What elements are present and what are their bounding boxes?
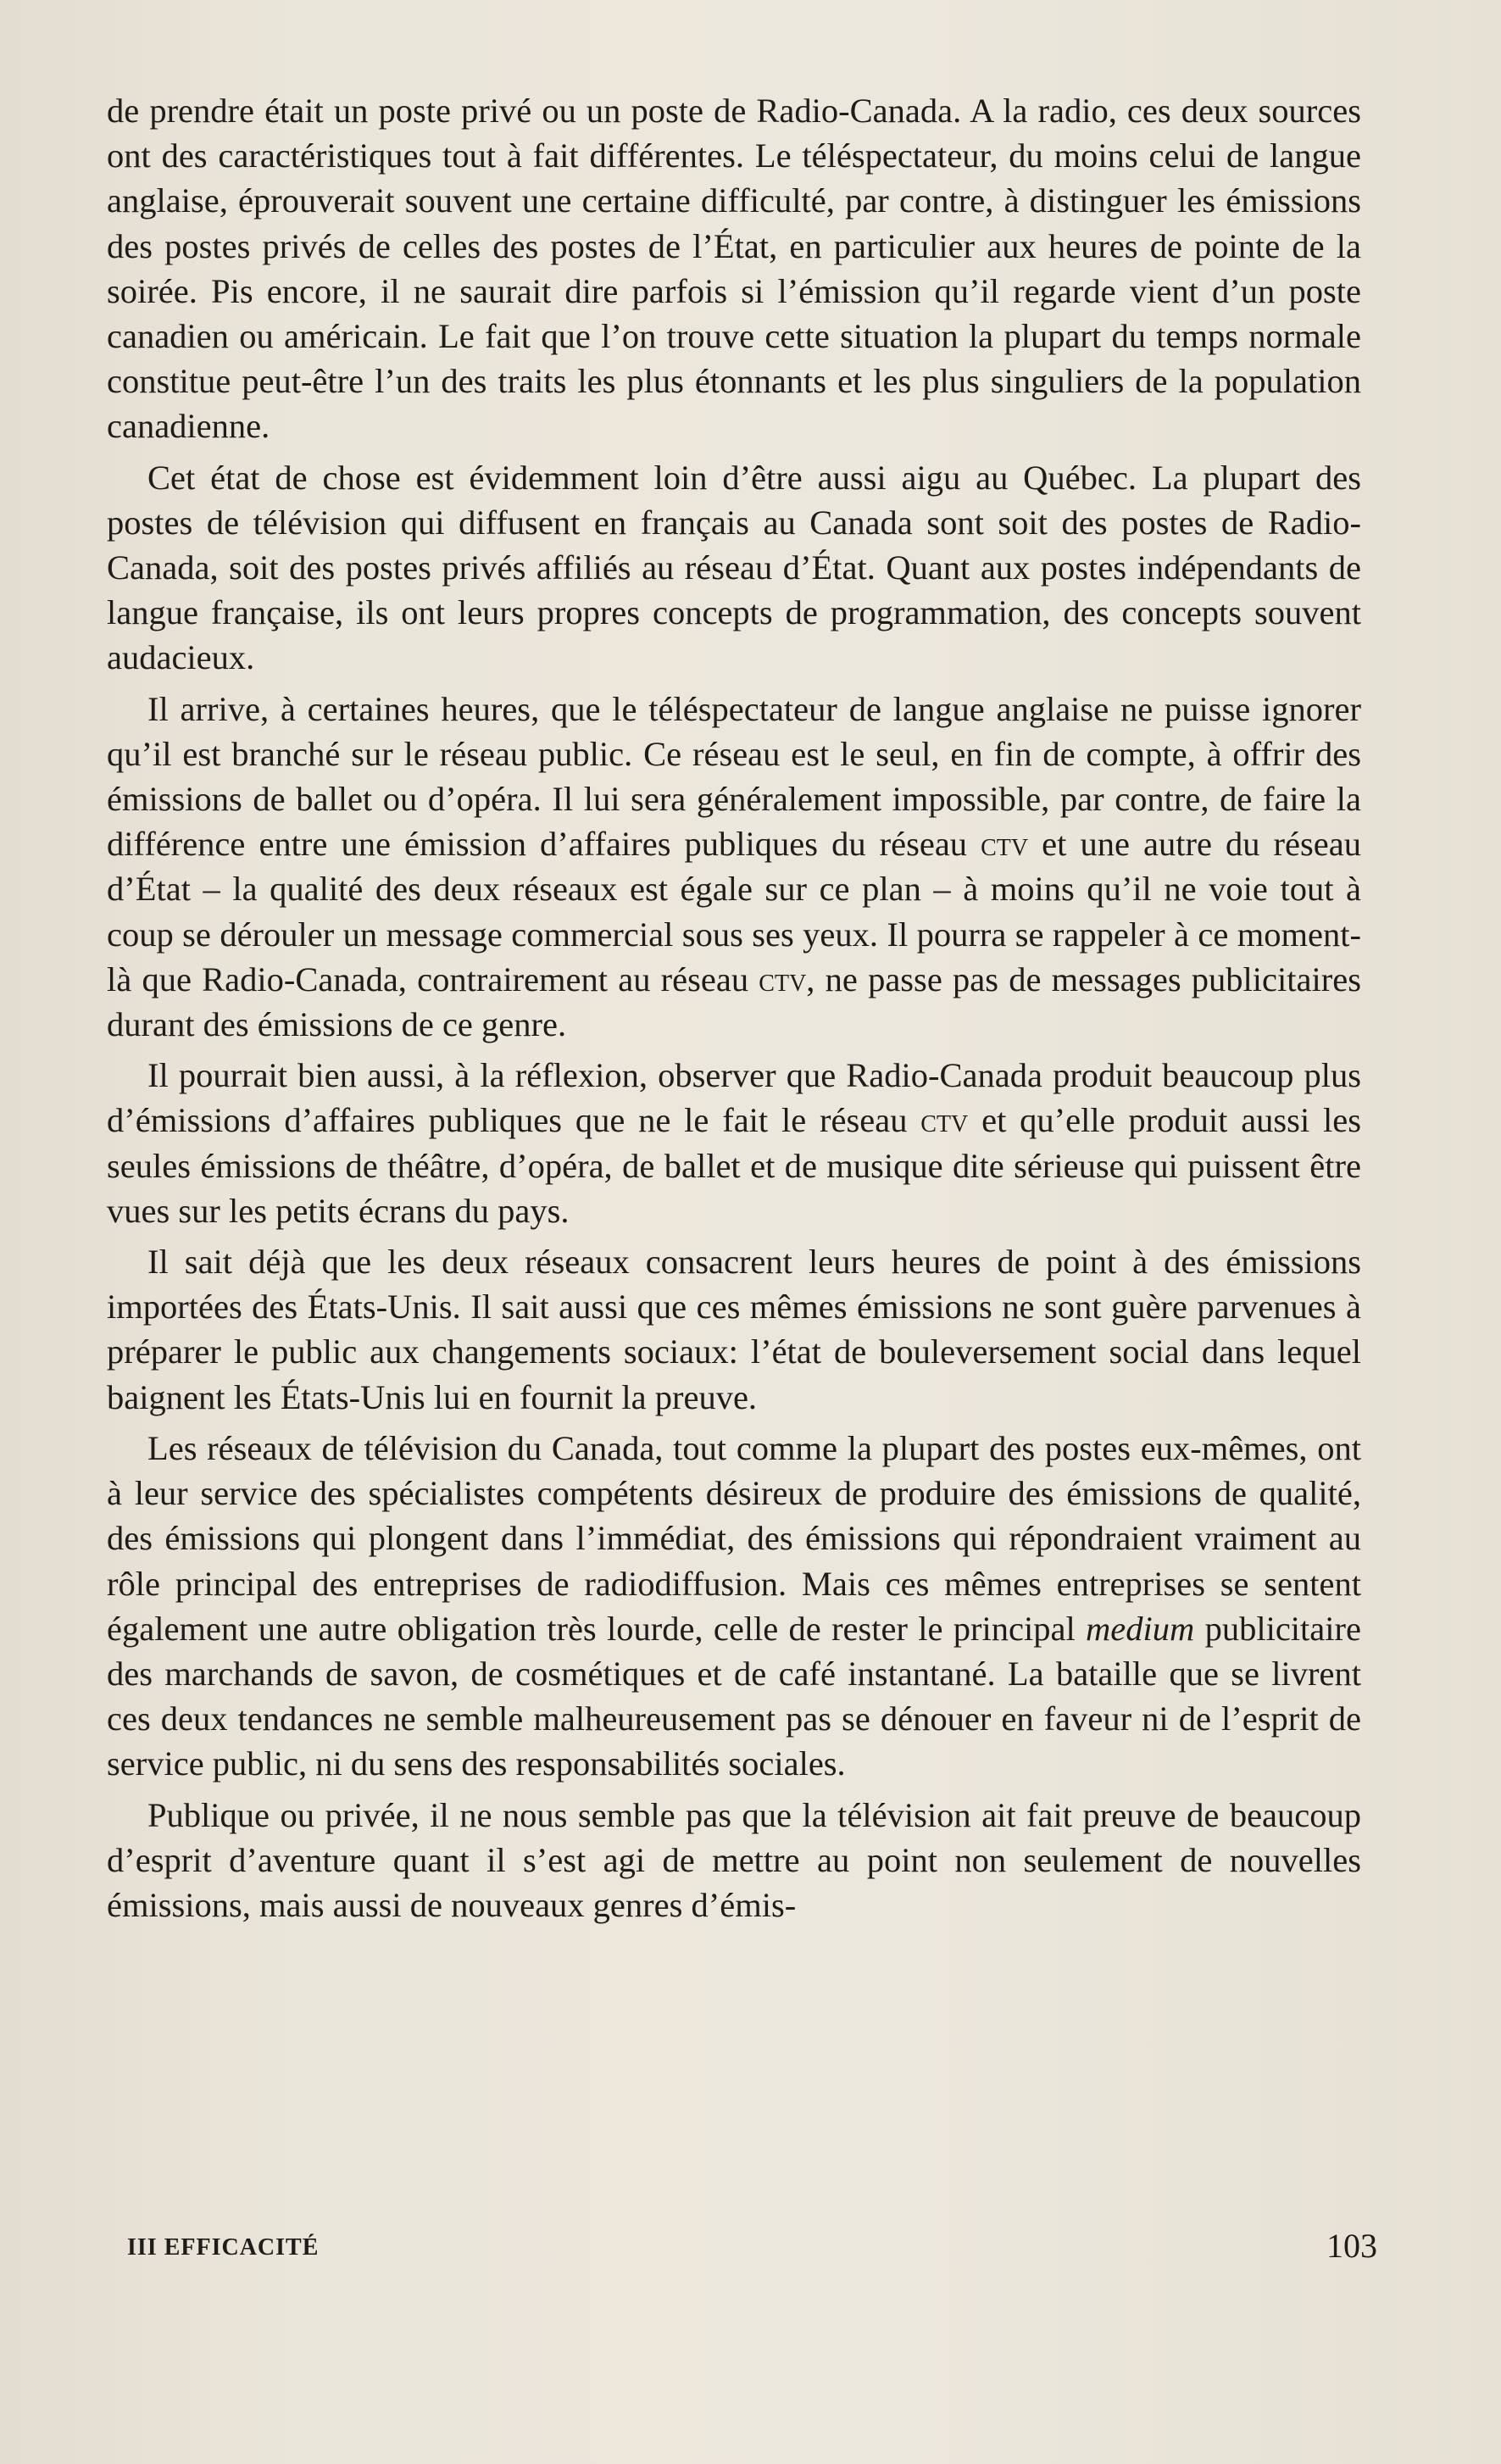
paragraph-6-text-b: publicitaire des marchands de savon, de cosmétiques et de café instantané. La bataille que se livrent ces deux tendances ne semble malheureusement pas se dénouer en faveur ni de l’esprit de service public, ni du sens des responsabilités sociales. bbox=[107, 1609, 1361, 1783]
page-number: 103 bbox=[1326, 2227, 1377, 2265]
running-footer-section: III EFFICACITÉ bbox=[127, 2234, 320, 2261]
paragraph-7: Publique ou privée, il ne nous semble pas que la télévision ait fait preuve de beaucoup d’esprit d’aventure quant il s’est agi de mettre au point non seulement de nouvelles émissions, mais aussi de nouveaux genres d’émis- bbox=[107, 1795, 1361, 1924]
ctv-abbreviation: ctv bbox=[759, 959, 807, 998]
paragraph-4 bbox=[107, 1053, 1361, 1233]
paragraph-6-text-a: Les réseaux de télévision du Canada, tout comme la plupart des postes eux-mêmes, ont à leur service des spécialistes compétents désireux de produire des émissions de qualité, des émissions qui plongent dans l’immédiat, des émissions qui répondraient vraiment au rôle principal des entreprises de radiodiffusion. Mais ces mêmes entreprises se sentent également une autre obligation très lourde, celle de rester le principal bbox=[107, 1428, 1361, 1648]
paragraph-3-text-b: et une autre du réseau d’État – la qualité des deux réseaux est égale sur ce plan – à moins qu’il ne voie tout à coup se dérouler un message commercial sous ses yeux. Il pourra se rappeler à ce moment-là que Radio-Canada, contrairement au réseau bbox=[107, 825, 1361, 998]
ctv-abbreviation: ctv bbox=[981, 825, 1029, 864]
paragraph-3-text-c: , ne passe pas de messages publicitaires durant des émissions de ce genre. bbox=[107, 959, 1361, 1044]
ctv-abbreviation: ctv bbox=[920, 1101, 969, 1140]
paragraph-5: Il sait déjà que les deux réseaux consacrent leurs heures de point à des émissions importées des États-Unis. Il sait aussi que ces mêmes émissions ne sont guère parvenues à préparer le public aux changements sociaux: l’état de bouleversement social dans lequel baignent les États-Unis lui en fournit la preuve. bbox=[107, 1243, 1361, 1416]
paragraph-4-text-a: Il pourrait bien aussi, à la réflexion, observer que Radio-Canada produit beaucoup plus d’émissions d’affaires publiques que ne le fait le réseau bbox=[107, 1056, 1361, 1140]
paragraph-4-text-b: et qu’elle produit aussi les seules émissions de théâtre, d’opéra, de ballet et de musique dite sérieuse qui puissent être vues sur les petits écrans du pays. bbox=[107, 1101, 1362, 1230]
body-text bbox=[107, 88, 1361, 1933]
paragraph-1: de prendre était un poste privé ou un poste de Radio-Canada. A la radio, ces deux sources ont des caractéristiques tout à fait différentes. Le téléspectateur, du moins celui de langue anglaise, éprouverait souvent une certaine difficulté, par contre, à distinguer les émissions des postes privés de celles des postes de l’État, en particulier aux heures de pointe de la soirée. Pis encore, il ne saurait dire parfois si l’émission qu’il regarde vient d’un poste canadien ou américain. Le fait que l’on trouve cette situation la plupart du temps normale constitue peut-être l’un des traits les plus étonnants et les plus singuliers de la population canadienne. bbox=[107, 92, 1361, 446]
paragraph-6 bbox=[107, 1426, 1361, 1787]
paragraph-3 bbox=[107, 687, 1361, 1048]
paragraph-2: Cet état de chose est évidemment loin d’être aussi aigu au Québec. La plupart des postes de télévision qui diffusent en français au Canada sont soit des postes de Radio-Canada, soit des postes privés affiliés au réseau d’État. Quant aux postes indépendants de langue française, ils ont leurs propres concepts de programmation, des concepts souvent audacieux. bbox=[107, 458, 1361, 677]
italic-medium: medium bbox=[1086, 1609, 1195, 1648]
paragraph-3-text-a: Il arrive, à certaines heures, que le téléspectateur de langue anglaise ne puisse ignorer qu’il est branché sur le réseau public. Ce réseau est le seul, en fin de compte, à offrir des émissions de ballet ou d’opéra. Il lui sera généralement impossible, par contre, de faire la différence entre une émission d’affaires publiques du réseau bbox=[107, 689, 1361, 864]
